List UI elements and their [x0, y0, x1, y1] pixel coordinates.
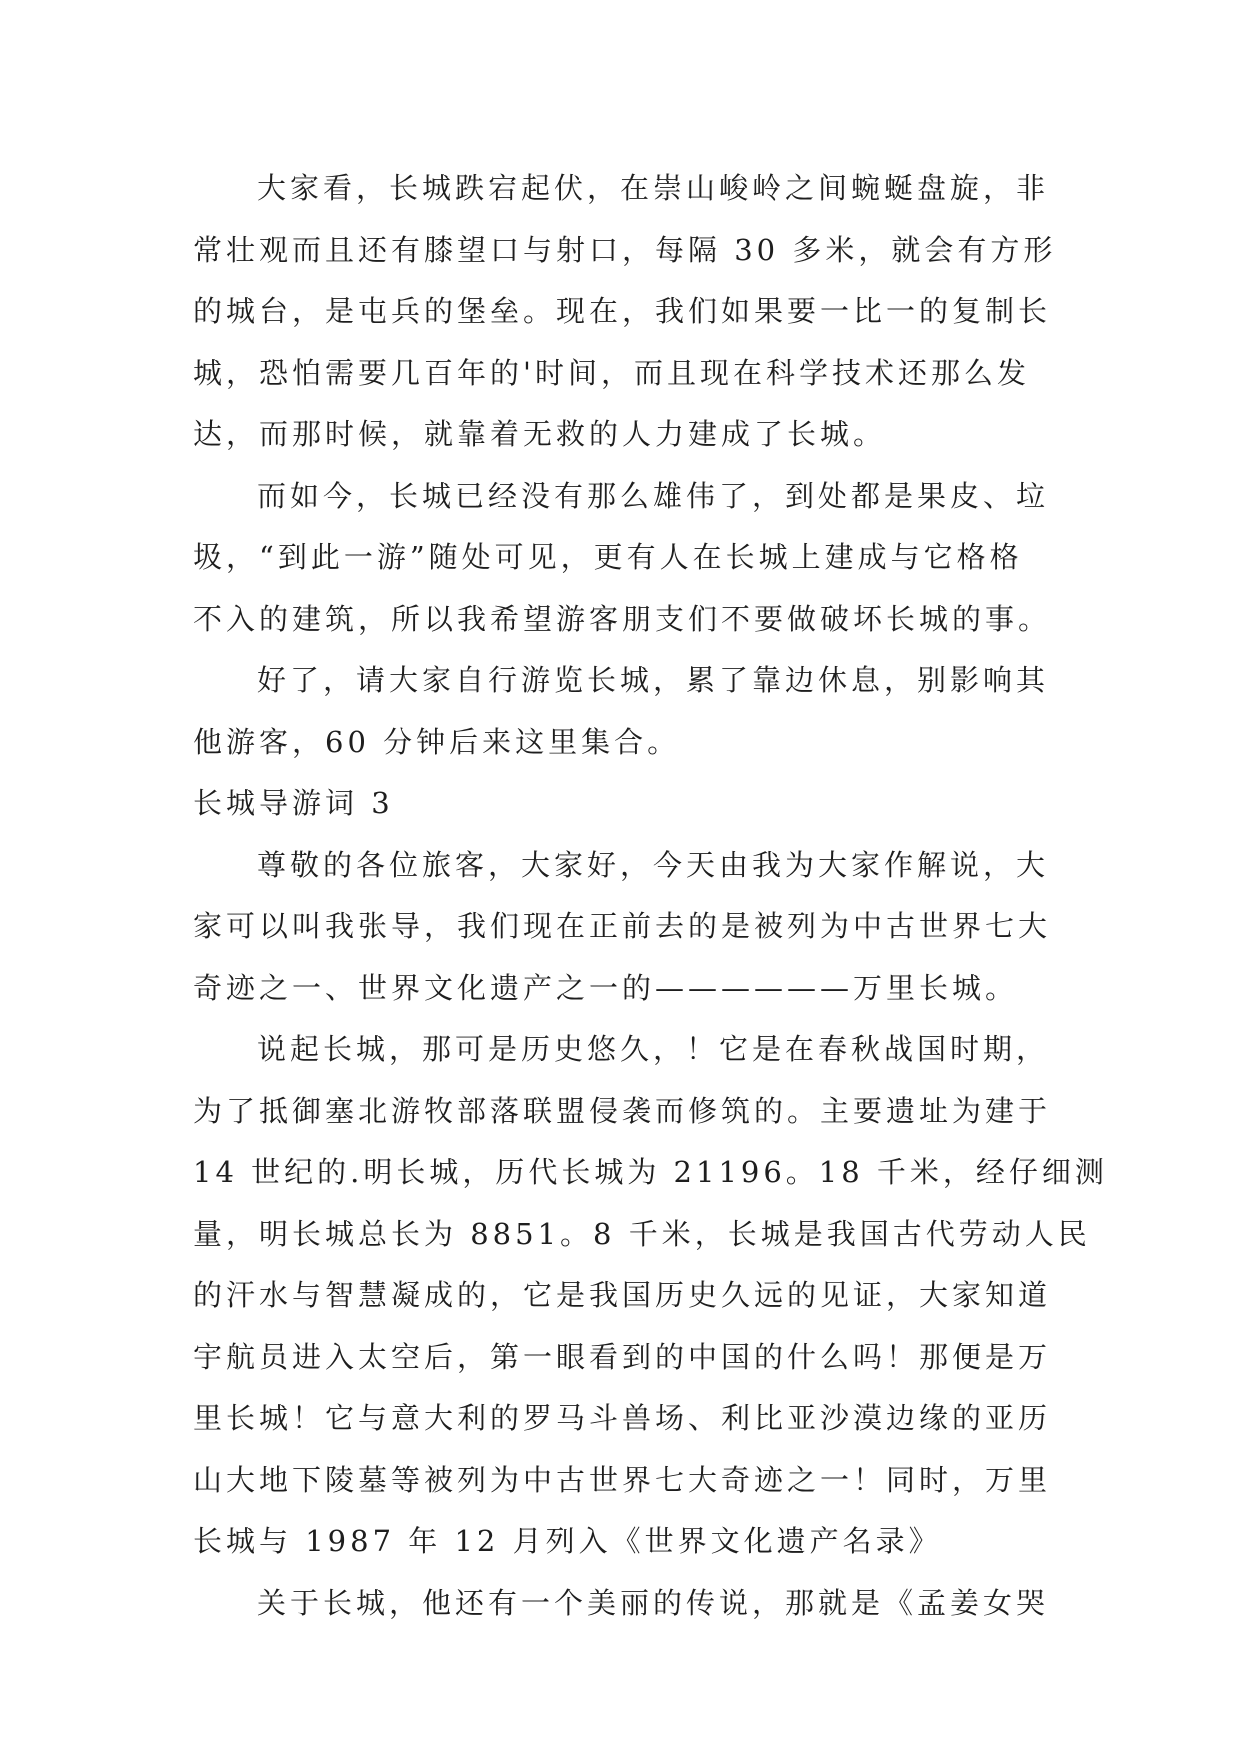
text-line: 的汗水与智慧凝成的，它是我国历史久远的见证，大家知道 — [193, 1278, 1052, 1312]
text-line: 山大地下陵墓等被列为中古世界七大奇迹之一！同时，万里 — [193, 1462, 1052, 1497]
paragraph-first-line: 尊敬的各位旅客，大家好，今天由我为大家作解说，大 — [257, 847, 1050, 882]
text-line: 他游客，60 分钟后来这里集合。 — [193, 724, 681, 759]
paragraph-first-line: 关于长城，他还有一个美丽的传说，那就是《孟姜女哭 — [257, 1585, 1050, 1620]
text-line: 城，恐怕需要几百年的'时间，而且现在科学技术还那么发 — [193, 355, 1030, 390]
paragraph-first-line: 好了，请大家自行游览长城，累了靠边休息，别影响其 — [257, 663, 1050, 697]
paragraph-first-line: 而如今，长城已经没有那么雄伟了，到处都是果皮、垃 — [257, 478, 1050, 513]
text-line: 量，明长城总长为 8851。8 千米，长城是我国古代劳动人民 — [193, 1216, 1091, 1251]
text-line: 里长城！它与意大利的罗马斗兽场、利比亚沙漠边缘的亚历 — [193, 1401, 1052, 1435]
text-line: 家可以叫我张导，我们现在正前去的是被列为中古世界七大 — [193, 909, 1052, 943]
text-line: 14 世纪的.明长城，历代长城为 21196。18 千米，经仔细测 — [193, 1155, 1108, 1189]
text-line: 长城与 1987 年 12 月列入《世界文化遗产名录》 — [193, 1524, 942, 1558]
paragraph-first-line: 说起长城，那可是历史悠久，！它是在春秋战国时期， — [257, 1032, 1050, 1066]
text-line: 圾，“到此一游”随处可见，更有人在长城上建成与它格格 — [193, 540, 1023, 574]
text-line: 宇航员进入太空后，第一眼看到的中国的什么吗！那便是万 — [193, 1339, 1052, 1374]
document-body — [193, 158, 1108, 1634]
text-line: 不入的建筑，所以我希望游客朋支们不要做破坏长城的事。 — [193, 601, 1052, 636]
text-line: 长城导游词 3 — [193, 786, 394, 820]
text-line: 的城台，是屯兵的堡垒。现在，我们如果要一比一的复制长 — [193, 294, 1052, 328]
text-line: 为了抵御塞北游牧部落联盟侵袭而修筑的。主要遗址为建于 — [193, 1093, 1052, 1128]
paragraph-first-line: 大家看，长城跌宕起伏，在崇山峻岭之间蜿蜒盘旋，非 — [257, 171, 1050, 205]
text-line: 达，而那时候，就靠着无救的人力建成了长城。 — [193, 417, 887, 451]
text-line: 奇迹之一、世界文化遗产之一的——————万里长城。 — [193, 970, 1019, 1005]
text-line: 常壮观而且还有膝望口与射口，每隔 30 多米，就会有方形 — [193, 232, 1057, 267]
